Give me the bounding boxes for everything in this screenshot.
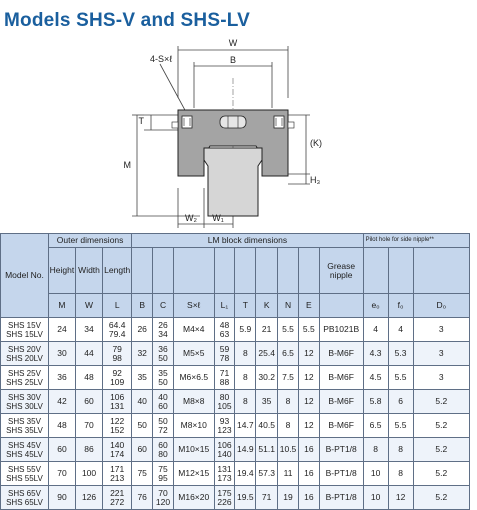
cell-e0: 10 [363,486,388,510]
cell-line: SHS 45LV [6,449,43,459]
unit-header: M [48,294,75,318]
unit-header: W [76,294,103,318]
cell-line: 175 [217,487,232,498]
label-w1: W₁ [212,213,224,223]
cell-e0: 4 [363,318,388,342]
cell-f0: 5.3 [388,342,413,366]
cell-line: 173 [217,472,232,483]
cell-f0: 6 [388,390,413,414]
header-length: Length [103,248,132,294]
block-cross-section-drawing [120,38,330,232]
cell-e: 12 [298,366,319,390]
cell-l1 [214,462,235,486]
cell-t: 14.9 [235,438,256,462]
cell-n: 10.5 [278,438,299,462]
cell-w: 48 [76,366,103,390]
cell-model [1,438,49,462]
cell-l [103,486,132,510]
cell-line: SHS 35LV [6,425,43,435]
cell-line: 131 [110,400,125,411]
cell-n: 11 [278,462,299,486]
cell-t: 19.4 [235,462,256,486]
cell-d0: 3 [413,366,469,390]
unit-header: S×ℓ [173,294,214,318]
cell-c [153,438,174,462]
cell-line: SHS 25V [8,368,41,378]
cell-e0: 8 [363,438,388,462]
cell-line: 106 [217,439,232,450]
cell-s: M10×15 [173,438,214,462]
cell-k: 25.4 [256,342,278,366]
cell-line: 78 [219,352,230,363]
cell-line: 64.4 [108,319,126,330]
cell-c [153,366,174,390]
cell-line: 120 [155,496,171,507]
cell-l1 [214,318,235,342]
cell-line: 63 [219,328,230,339]
cell-line: SHS 35V [8,416,41,426]
cell-s: M8×8 [173,390,214,414]
cell-line: 95 [158,472,168,483]
cell-nipple: PB1021B [319,318,363,342]
cell-line: 35 [158,367,168,378]
cell-nipple: B-M6F [319,366,363,390]
cell-line: 71 [219,367,230,378]
cell-line: SHS 45V [8,440,41,450]
cell-t: 19.5 [235,486,256,510]
cell-m: 60 [48,438,75,462]
cell-c [153,342,174,366]
cell-t: 14.7 [235,414,256,438]
cell-l1 [214,438,235,462]
cell-line: SHS 20V [8,344,41,354]
cell-e0: 4.3 [363,342,388,366]
label-b: B [229,55,237,65]
cell-f0: 5.5 [388,414,413,438]
cell-m: 24 [48,318,75,342]
cell-line: 213 [110,472,125,483]
unit-header: L₁ [214,294,235,318]
cell-e0: 10 [363,462,388,486]
cell-n: 8 [278,390,299,414]
cell-l1 [214,486,235,510]
unit-header: B [132,294,153,318]
cell-model [1,366,49,390]
cell-t: 8 [235,366,256,390]
cell-nipple: B-PT1/8 [319,486,363,510]
cell-line: 123 [217,424,232,435]
header-grease-nipple: Grease nipple [319,248,363,294]
cell-l [103,414,132,438]
cell-s: M12×15 [173,462,214,486]
cell-line: 226 [217,496,232,507]
cell-line: 109 [110,376,125,387]
cell-d0: 5.2 [413,438,469,462]
cell-n: 8 [278,414,299,438]
cell-line: 26 [158,319,168,330]
cell-m: 36 [48,366,75,390]
cell-e: 16 [298,486,319,510]
cell-line: 79.4 [108,328,126,339]
specification-table [0,233,470,510]
cell-d0: 5.2 [413,462,469,486]
cell-model [1,318,49,342]
cell-w: 34 [76,318,103,342]
cell-c [153,462,174,486]
cell-line: 50 [158,415,168,426]
cell-b: 76 [132,486,153,510]
unit-header: f₀ [388,294,413,318]
cell-n: 7.5 [278,366,299,390]
cell-k: 35 [256,390,278,414]
header-pilot-hole: Pilot hole for side nipple** [363,234,469,248]
cell-t: 5.9 [235,318,256,342]
unit-header: T [235,294,256,318]
cell-w: 70 [76,414,103,438]
cell-e: 16 [298,462,319,486]
cell-line: SHS 15LV [6,329,43,339]
cell-line: SHS 15V [8,320,41,330]
cell-l [103,390,132,414]
cell-model [1,342,49,366]
label-h3: H₃ [310,175,321,185]
table-row [1,342,470,366]
cell-e: 16 [298,438,319,462]
table-row [1,438,470,462]
cell-c [153,486,174,510]
cell-nipple: B-PT1/8 [319,438,363,462]
cell-e: 5.5 [298,318,319,342]
cell-w: 100 [76,462,103,486]
unit-header: L [103,294,132,318]
header-outer-dimensions: Outer dimensions [48,234,131,248]
cell-line: 36 [158,343,168,354]
cell-line: 105 [217,400,232,411]
cell-line: SHS 25LV [6,377,43,387]
header-width: Width [76,248,103,294]
cell-nipple: B-M6F [319,342,363,366]
cell-d0: 3 [413,318,469,342]
cell-line: 48 [219,319,230,330]
table-row [1,366,470,390]
cell-f0: 8 [388,462,413,486]
cell-m: 30 [48,342,75,366]
cell-t: 8 [235,342,256,366]
cell-b: 35 [132,366,153,390]
page-title: Models SHS-V and SHS-LV [4,10,250,31]
cell-m: 90 [48,486,75,510]
cell-l [103,342,132,366]
cell-m: 42 [48,390,75,414]
label-t: T [138,116,144,126]
table-row [1,486,470,510]
table-row [1,318,470,342]
cell-f0: 8 [388,438,413,462]
cell-d0: 5.2 [413,486,469,510]
cell-s: M6×6.5 [173,366,214,390]
cell-n: 6.5 [278,342,299,366]
cell-c [153,414,174,438]
cell-e0: 4.5 [363,366,388,390]
cell-line: 50 [158,376,168,387]
cell-l [103,438,132,462]
cell-l [103,462,132,486]
label-k: (K) [310,138,322,148]
cell-f0: 5.5 [388,366,413,390]
cell-line: 171 [110,463,125,474]
cell-l1 [214,342,235,366]
cell-line: 131 [217,463,232,474]
cell-n: 5.5 [278,318,299,342]
cell-line: SHS 65V [8,488,41,498]
cell-l [103,318,132,342]
cell-line: 88 [219,376,230,387]
cell-w: 60 [76,390,103,414]
cell-t: 8 [235,390,256,414]
cell-line: SHS 65LV [6,497,43,507]
cell-line: 72 [158,424,168,435]
cell-w: 44 [76,342,103,366]
cell-line: 92 [112,367,122,378]
cell-line: SHS 20LV [6,353,43,363]
cell-b: 50 [132,414,153,438]
cell-line: SHS 30LV [6,401,43,411]
cell-c [153,318,174,342]
cell-line: 106 [110,391,125,402]
cell-f0: 12 [388,486,413,510]
unit-header: C [153,294,174,318]
cell-s: M16×20 [173,486,214,510]
cell-k: 51.1 [256,438,278,462]
header-height: Height [48,248,75,294]
unit-header: D₀ [413,294,469,318]
cell-nipple: B-M6F [319,390,363,414]
cell-k: 71 [256,486,278,510]
cell-line: 272 [110,496,125,507]
cell-line: 140 [217,448,232,459]
cell-m: 48 [48,414,75,438]
cell-line: 140 [110,439,125,450]
cell-line: SHS 55LV [6,473,43,483]
cell-d0: 5.2 [413,390,469,414]
cell-s: M4×4 [173,318,214,342]
cell-d0: 3 [413,342,469,366]
cell-d0: 5.2 [413,414,469,438]
cell-line: 79 [112,343,122,354]
cell-f0: 4 [388,318,413,342]
cell-c [153,390,174,414]
cell-model [1,462,49,486]
cell-e0: 5.8 [363,390,388,414]
cell-model [1,486,49,510]
cell-b: 26 [132,318,153,342]
cell-line: 174 [110,448,125,459]
cell-line: 122 [110,415,125,426]
cell-k: 30.2 [256,366,278,390]
table-row [1,390,470,414]
cell-line: 98 [112,352,122,363]
cell-b: 75 [132,462,153,486]
unit-header: K [256,294,278,318]
cell-line: 60 [158,439,168,450]
cell-e: 12 [298,414,319,438]
table-row [1,462,470,486]
label-m: M [123,160,131,170]
cell-e: 12 [298,390,319,414]
cell-line: 93 [219,415,230,426]
cell-n: 19 [278,486,299,510]
header-lm-block-dimensions: LM block dimensions [132,234,363,248]
unit-header: N [278,294,299,318]
label-w: W [228,38,238,48]
cell-line: 80 [158,448,168,459]
unit-header: E [298,294,319,318]
cell-line: 34 [158,328,168,339]
cell-b: 60 [132,438,153,462]
table-row [1,414,470,438]
cell-line: 152 [110,424,125,435]
cell-l1 [214,390,235,414]
cell-s: M5×5 [173,342,214,366]
cell-line: 75 [158,463,168,474]
cell-w: 86 [76,438,103,462]
cell-k: 57.3 [256,462,278,486]
cell-line: 60 [158,400,168,411]
header-model: Model No. [1,234,49,318]
cell-line: 59 [219,343,230,354]
cell-line: 221 [110,487,125,498]
cell-e0: 6.5 [363,414,388,438]
cell-l1 [214,414,235,438]
label-w2: W₂ [185,213,197,223]
cell-k: 40.5 [256,414,278,438]
cell-line: SHS 55V [8,464,41,474]
cell-s: M8×10 [173,414,214,438]
label-hole: 4-S×ℓ [150,54,173,64]
cell-m: 70 [48,462,75,486]
unit-header [319,294,363,318]
cell-line: SHS 30V [8,392,41,402]
cell-line: 70 [158,487,168,498]
cell-l [103,366,132,390]
cell-b: 40 [132,390,153,414]
cell-b: 32 [132,342,153,366]
cell-line: 40 [158,391,168,402]
cell-model [1,414,49,438]
cell-w: 126 [76,486,103,510]
cell-model [1,390,49,414]
cell-line: 80 [219,391,230,402]
cell-l1 [214,366,235,390]
unit-header: e₀ [363,294,388,318]
cell-e: 12 [298,342,319,366]
cell-nipple: B-PT1/8 [319,462,363,486]
cell-k: 21 [256,318,278,342]
cell-nipple: B-M6F [319,414,363,438]
cell-line: 50 [158,352,168,363]
